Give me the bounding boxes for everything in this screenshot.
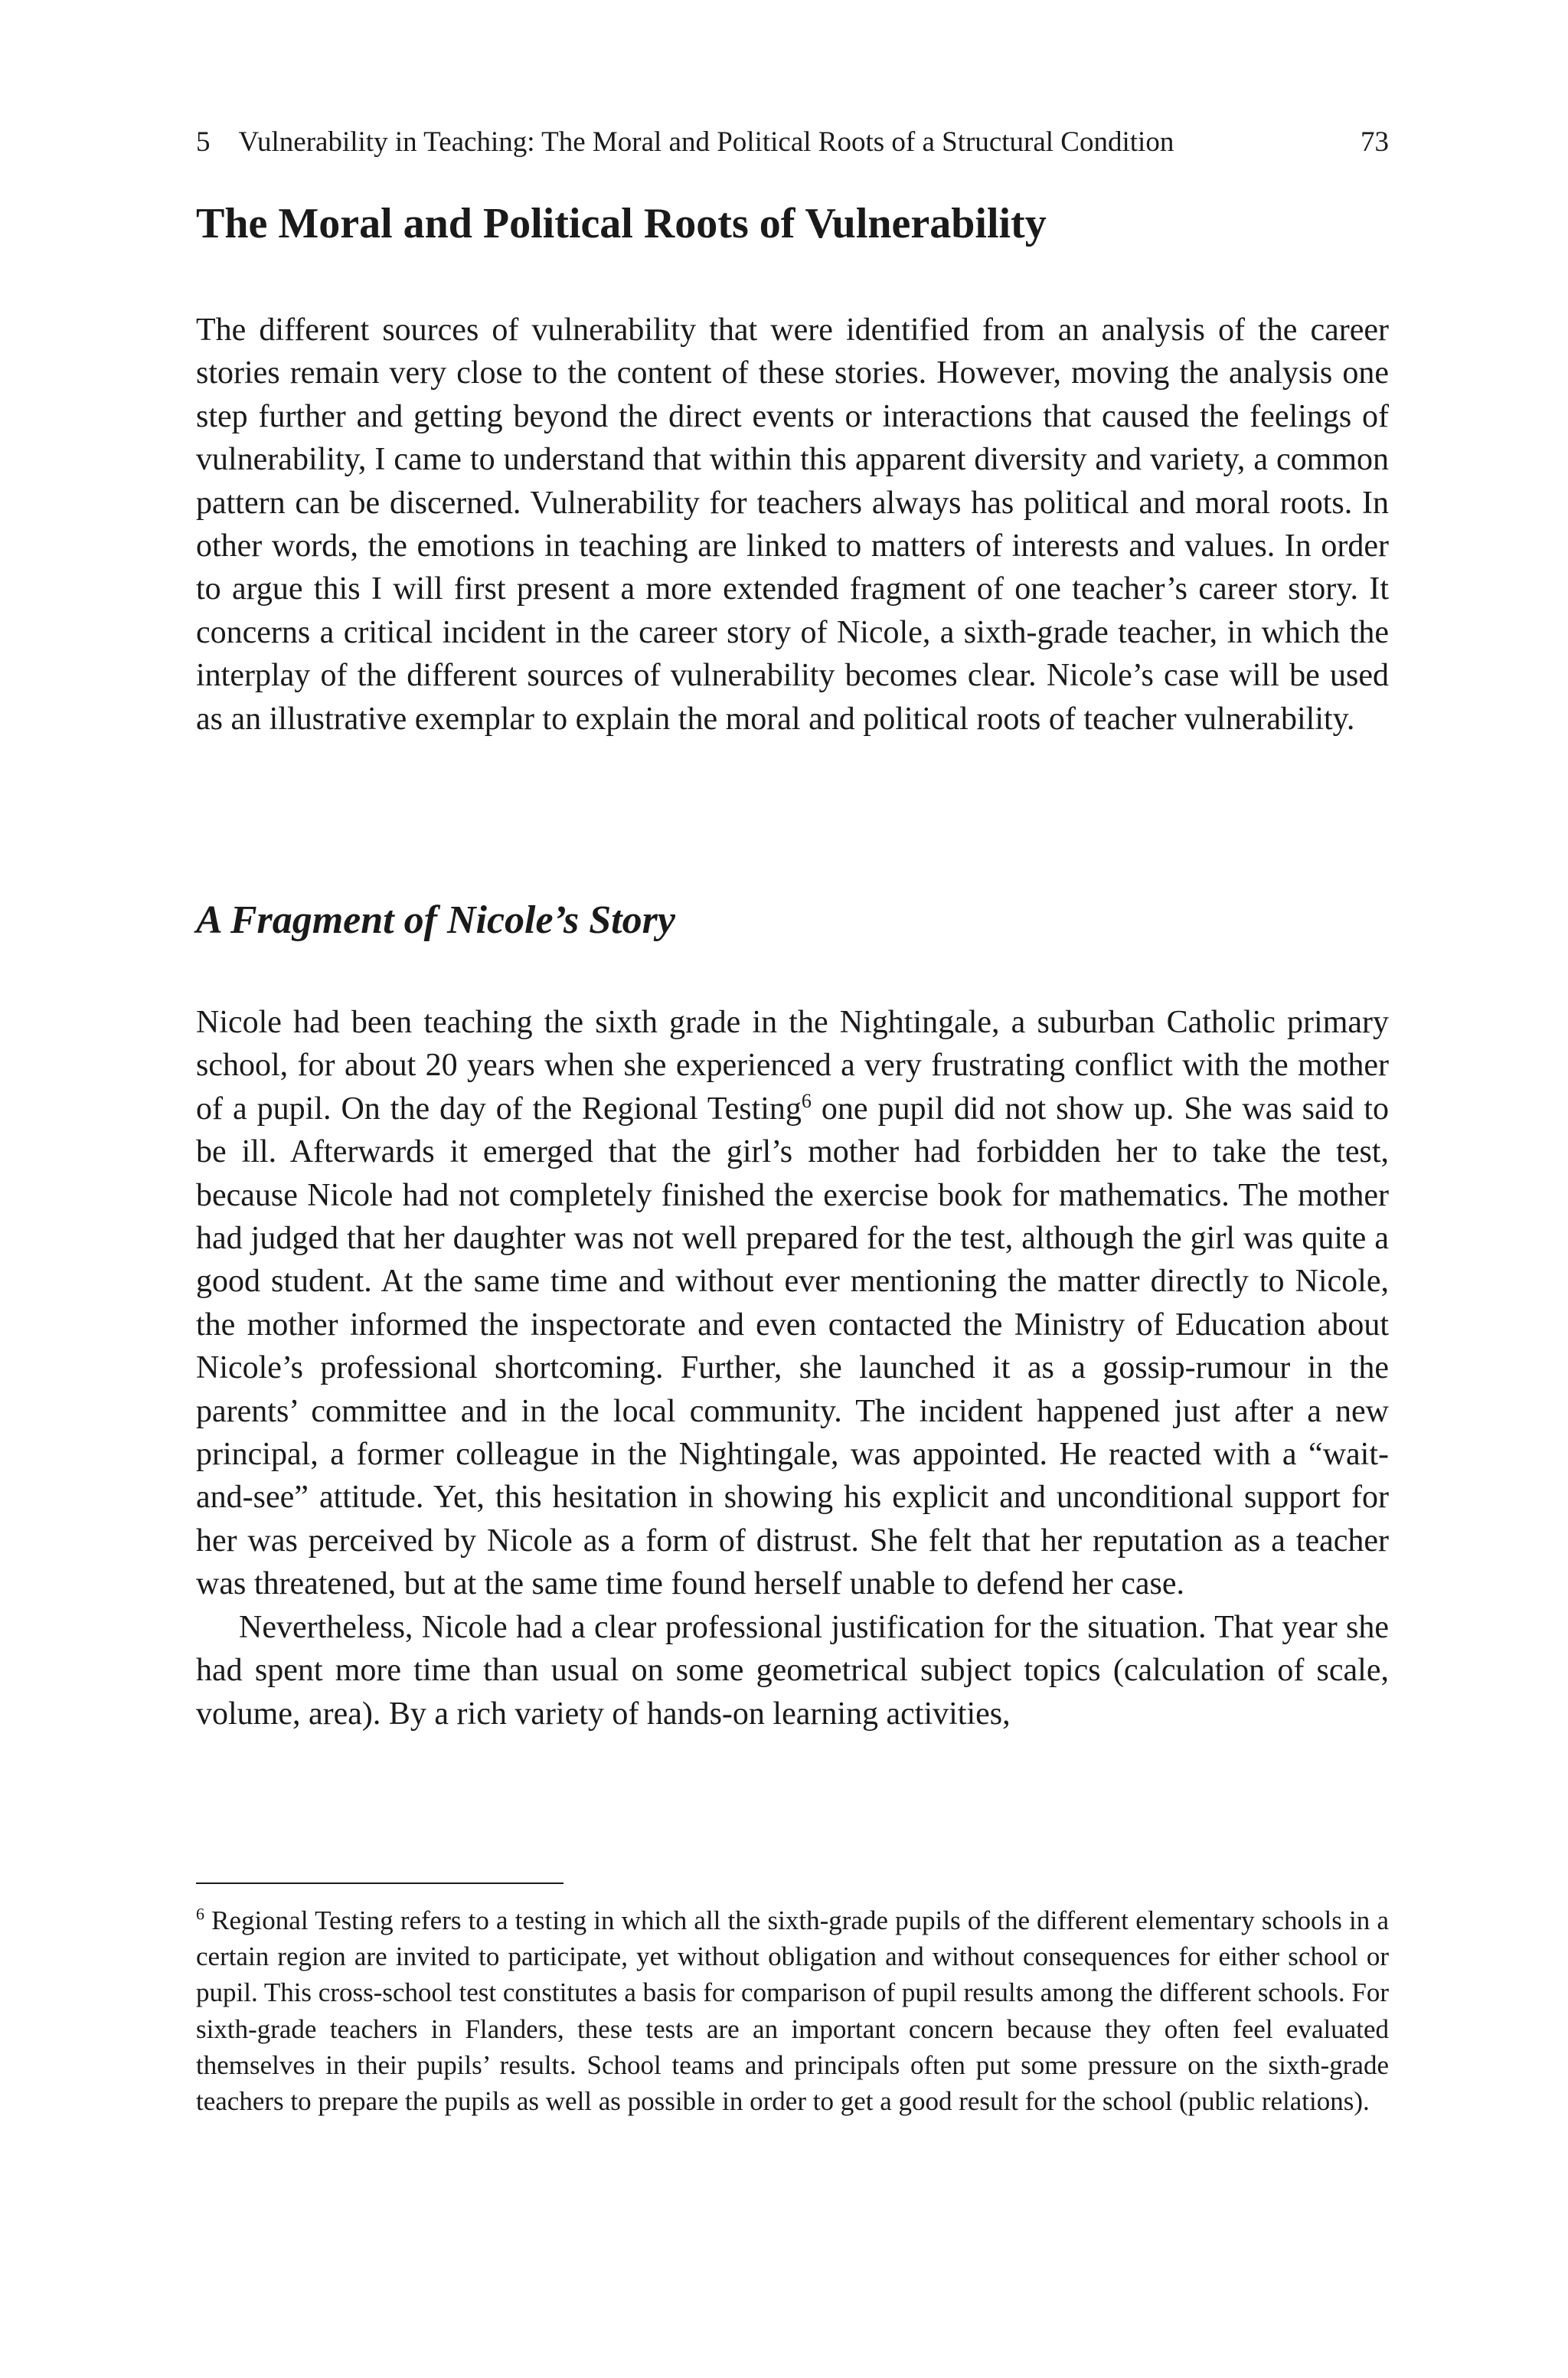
footnote-marker: 6 xyxy=(196,1904,204,1924)
running-head xyxy=(196,124,1389,161)
intro-paragraph: The different sources of vulnerability that were identified from an analysis of the career stories remain very close to the content of these stories. However, moving the analysis one step further and getting beyond the direct events or interactions that caused the feelings of vulnerability, I came to understand that within this apparent diversity and variety, a common pattern can be discerned. Vulnerability for teachers always has political and moral roots. In other words, the emotions in teaching are linked to matters of interests and values. In order to argue this I will first present a more extended fragment of one teacher’s career story. It concerns a critical incident in the career story of Nicole, a sixth-grade teacher, in which the interplay of the different sources of vulnerability becomes clear. Nicole’s case will be used as an illustrative exemplar to explain the moral and political roots of teacher vulnerability. xyxy=(196,312,1389,737)
section-heading: The Moral and Political Roots of Vulnerability xyxy=(196,200,1047,247)
running-head-title: 5 Vulnerability in Teaching: The Moral and Political Roots of a Structural Condition xyxy=(196,126,1174,158)
story-paragraph-1-text-a: Nicole had been teaching the sixth grade in the Nightingale, a suburban Catholic primary school, for about 20 years when she experienced a very frustrating conflict with the mother of a pupil. On the day of the Regional Testing xyxy=(196,1005,1389,1127)
footnote xyxy=(196,1902,1389,2119)
story-paragraph-1 xyxy=(196,1001,1389,1606)
footnote-divider xyxy=(196,1882,564,1884)
footnote-reference: 6 xyxy=(801,1089,812,1112)
story-body xyxy=(196,1001,1389,1735)
footnote-text: Regional Testing refers to a testing in which all the sixth-grade pupils of the different elementary schools in a certain region are invited to participate, yet without obligation and without consequences for either school or pupil. This cross-school test constitutes a basis for comparison of pupil results among the different schools. For sixth-grade teachers in Flanders, these tests are an important concern because they often feel evaluated themselves in their pupils’ results. School teams and principals often put some pressure on the sixth-grade teachers to prepare the pupils as well as possible in order to get a good result for the school (public relations). xyxy=(196,1905,1389,2117)
page-number: 73 xyxy=(1361,126,1389,158)
subsection-heading: A Fragment of Nicole’s Story xyxy=(196,898,675,942)
story-paragraph-1-text-b: one pupil did not show up. She was said to be ill. Afterwards it emerged that the girl’s mother had forbidden her to take the test, because Nicole had not completely finished the exercise book for mathematics. The mother had judged that her daughter was not well prepared for the test, although the girl was quite a good student. At the same time and without ever mentioning the matter directly to Nicole, the mother informed the inspectorate and even contacted the Ministry of Education about Nicole’s professional shortcoming. Further, she launched it as a gossip-rumour in the parents’ committee and in the local community. The incident happened just after a new principal, a former colleague in the Nightingale, was appointed. He reacted with a “wait-and-see” attitude. Yet, this hesitation in showing his explicit and unconditional support for her was perceived by Nicole as a form of distrust. She felt that her reputation as a teacher was threatened, but at the same time found herself unable to defend her case. xyxy=(196,1091,1389,1602)
story-paragraph-2: Nevertheless, Nicole had a clear professional justification for the situation. That year she had spent more time than usual on some geometrical subject topics (calculation of scale, volume, area). By a rich variety of hands-on learning activities, xyxy=(196,1609,1389,1732)
